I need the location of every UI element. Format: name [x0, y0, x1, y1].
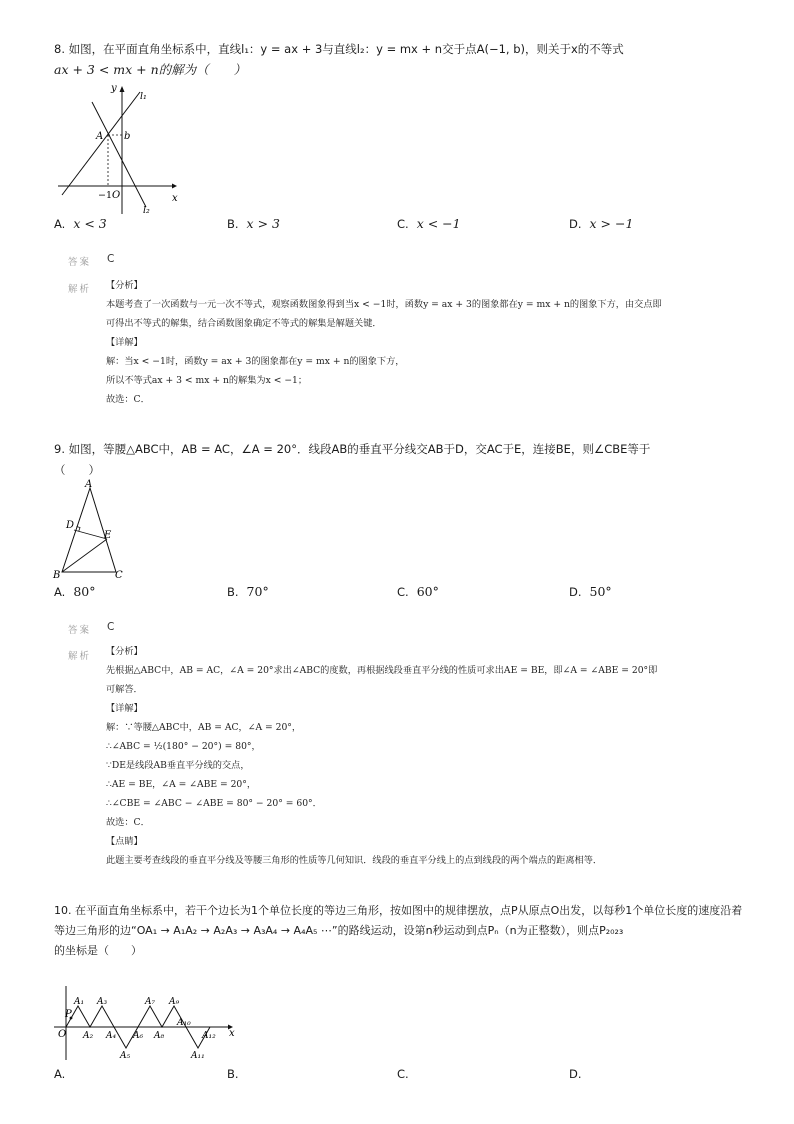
q8-option-b[interactable]: B. x > 3: [227, 216, 280, 231]
q9-analysis-line: ∴AE = BE，∠A = ∠ABE = 20°，: [106, 779, 257, 790]
q8-stem-line1: 8. 如图，在平面直角坐标系中，直线l₁：y = ax + 3与直线l₂：y = mx + n交于点A(−1, b)，则关于x的不等式: [54, 42, 624, 56]
q9-label-d: D: [66, 520, 75, 531]
q10-label-x: x: [229, 1028, 235, 1039]
q9-analysis: [106, 642, 746, 870]
q8-analysis-line: 故选：C．: [106, 394, 150, 405]
q10-label-a5: A₅: [120, 1051, 131, 1061]
q10-label-a6: A₆: [133, 1031, 144, 1041]
q10-label-a2: A₂: [83, 1031, 94, 1041]
q10-label-a3: A₃: [97, 997, 108, 1007]
q9-option-d[interactable]: D. 50°: [569, 584, 612, 599]
q10-label-a11: A₁₁: [191, 1051, 205, 1061]
q10-label-origin: O: [58, 1029, 67, 1040]
q9-analysis-line: 此题主要考查线段的垂直平分线及等腰三角形的性质等几何知识．线段的垂直平分线上的点到线段的两个端点的距离相等．: [106, 855, 603, 866]
q9-answer-label: 答案: [68, 625, 92, 636]
q8-answer-label: 答案: [68, 257, 92, 268]
q9-answer-value: C: [107, 621, 115, 633]
q9-segment-be: [62, 539, 107, 572]
q8-line-l1: [62, 92, 140, 195]
q9-analysis-line: 先根据△ABC中，AB = AC，∠A = 20°求出∠ABC的度数，再根据线段垂直平分线的性质可求出AE = BE，即∠A = ∠ABE = 20°即: [106, 665, 658, 676]
q9-analysis-line: 可解答．: [106, 684, 143, 695]
q9-analysis-line: ∴∠ABC = ½(180° − 20°) = 80°，: [106, 741, 261, 752]
q8-label-point-a: A: [96, 131, 104, 142]
q8-option-d[interactable]: D. x > −1: [569, 216, 634, 231]
q10-stem-line1: 10. 在平面直角坐标系中，若干个边长为1个单位长度的等边三角形，按如图中的规律摆放，点P从原点O出发，以每秒1个单位长度的速度沿着: [54, 904, 743, 917]
q9-label-e: E: [104, 530, 112, 541]
q9-analysis-line: 故选：C．: [106, 817, 150, 828]
q9-analysis-line: ∴∠CBE = ∠ABC − ∠ABE = 80° − 20° = 60°．: [106, 798, 322, 809]
q9-analysis-line: 解：∵等腰△ABC中，AB = AC，∠A = 20°，: [106, 722, 302, 733]
q9-option-c[interactable]: C. 60°: [397, 584, 439, 599]
q10-label-a4: A₄: [106, 1031, 117, 1041]
q8-label-origin: O: [112, 190, 121, 201]
q10-label-a10: A₁₀: [177, 1018, 191, 1028]
q10-option-a[interactable]: A.: [54, 1067, 66, 1081]
q9-analysis-line: 【点睛】: [106, 836, 143, 847]
q9-label-b: B: [53, 570, 61, 581]
q8-label-l2: l₂: [143, 205, 150, 216]
q8-analysis-line: 解：当x < −1时，函数y = ax + 3的图象都在y = mx + n的图象下方，: [106, 356, 405, 367]
q8-stem-line2: ax + 3 < mx + n的解为（ ）: [54, 62, 247, 77]
q10-label-a8: A₈: [154, 1031, 165, 1041]
q8-label-neg1: −1: [98, 190, 113, 201]
q9-analysis-line: 【详解】: [106, 703, 143, 714]
q8-analysis-line: 可得出不等式的解集，结合函数图象确定不等式的解集是解题关键．: [106, 318, 382, 329]
q10-label-a12: A₁₂: [202, 1031, 216, 1041]
q8-option-a[interactable]: A. x < 3: [54, 216, 107, 231]
q9-label-a: A: [85, 479, 93, 490]
q8-y-arrow-icon: [120, 86, 125, 92]
q8-analysis-line: 【分析】: [106, 280, 143, 291]
q10-option-b[interactable]: B.: [227, 1067, 239, 1081]
q8-analysis-line: 【详解】: [106, 337, 143, 348]
q8-analysis-line: 本题考查了一次函数与一元一次不等式，观察函数图象得到当x < −1时，函数y = ax + 3的图象都在y = mx + n的图象下方，由交点即: [106, 299, 662, 310]
q8-analysis-line: 所以不等式ax + 3 < mx + n的解集为x < −1；: [106, 375, 308, 386]
q8-option-c[interactable]: C. x < −1: [397, 216, 461, 231]
q10-figure: [50, 982, 240, 1062]
q10-label-p: P: [65, 1009, 72, 1020]
q8-figure: [54, 80, 184, 218]
q8-label-l1: l₁: [140, 91, 147, 102]
q9-option-a[interactable]: A. 80°: [54, 584, 96, 599]
q8-analysis: [106, 276, 746, 409]
q10-option-d[interactable]: D.: [569, 1067, 582, 1081]
q8-label-y: y: [111, 83, 117, 94]
q10-stem-line3: 的坐标是（ ）: [54, 944, 142, 957]
q8-label-b: b: [124, 131, 131, 142]
q9-analysis-label: 解析: [68, 651, 92, 662]
q10-label-a7: A₇: [145, 997, 156, 1007]
q9-label-c: C: [115, 570, 123, 581]
q8-label-x: x: [172, 193, 178, 204]
q10-stem-line2: 等边三角形的边“OA₁ → A₁A₂ → A₂A₃ → A₃A₄ → A₄A₅ ⋯”的路线运动，设第n秒运动到点Pₙ（n为正整数），则点P₂₀₂₃: [54, 924, 624, 937]
q9-analysis-line: ∵DE是线段AB垂直平分线的交点，: [106, 760, 250, 771]
q9-analysis-line: 【分析】: [106, 646, 143, 657]
q9-segment-de: [74, 530, 107, 539]
q10-label-a1: A₁: [74, 997, 85, 1007]
q10-option-c[interactable]: C.: [397, 1067, 409, 1081]
q8-x-arrow-icon: [172, 184, 177, 189]
q9-option-b[interactable]: B. 70°: [227, 584, 269, 599]
q8-analysis-label: 解析: [68, 284, 92, 295]
q10-label-a9: A₉: [169, 997, 180, 1007]
q9-stem-line2: （ ）: [54, 463, 100, 477]
q9-stem-line1: 9. 如图，等腰△ABC中，AB = AC，∠A = 20°．线段AB的垂直平分线交AB于D，交AC于E，连接BE，则∠CBE等于: [54, 442, 651, 456]
q8-answer-value: C: [107, 253, 115, 265]
q9-figure: [50, 478, 132, 584]
